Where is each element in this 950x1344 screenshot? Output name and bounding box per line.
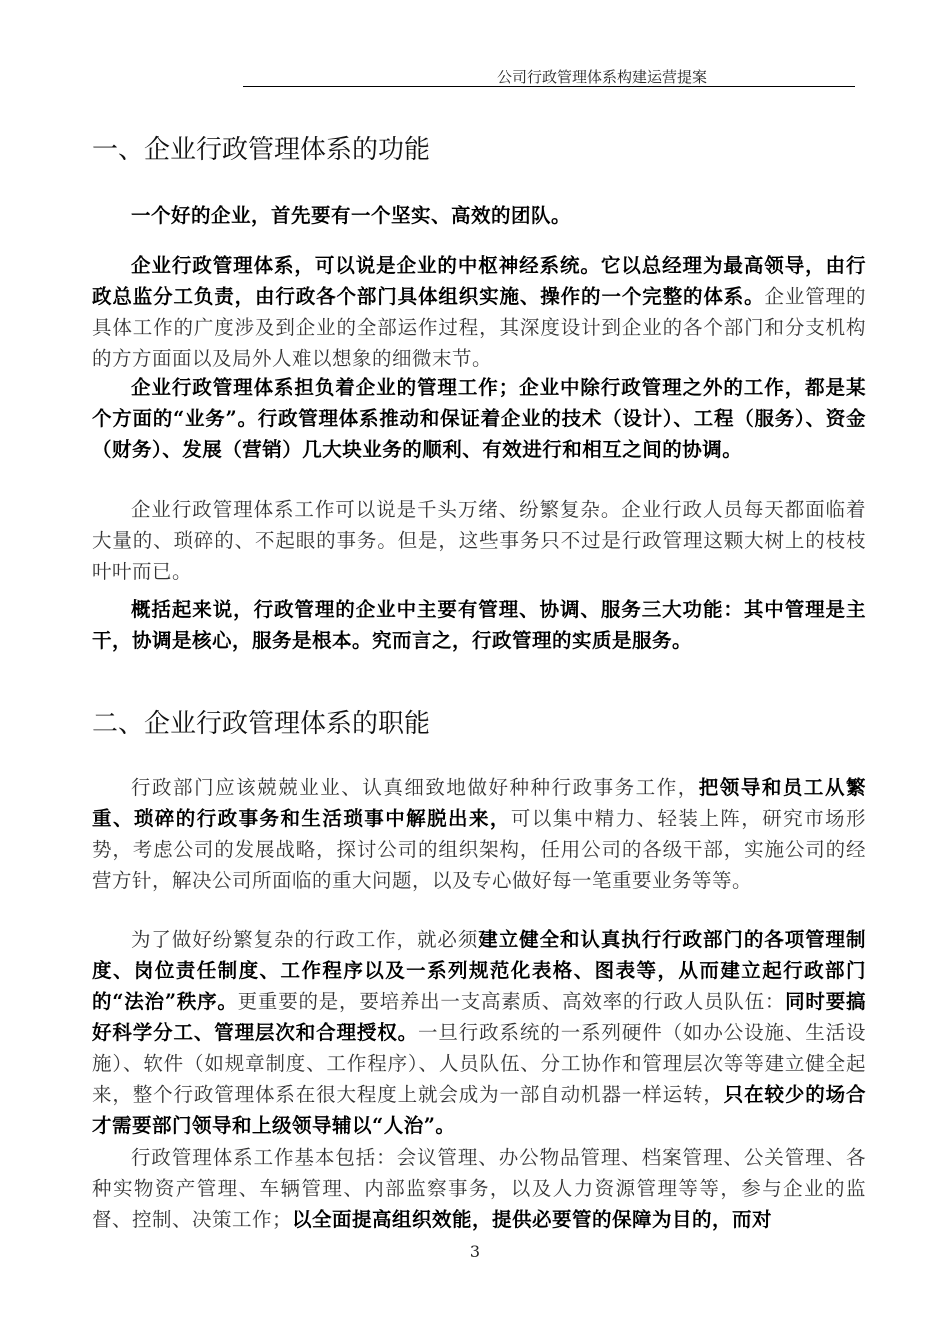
section-heading: 二、企业行政管理体系的职能 [92, 709, 431, 739]
body-text: 更重要的是，要培养出一支高素质、高效率的行政人员队伍： [237, 990, 786, 1013]
bold-text: 企业行政管理体系担负着企业的管理工作；企业中除行政管理之外的工作，都是某个方面的“业务”。行政管理体系推动和保证着企业的技术（设计）、工程（服务）、资金（财务）、发展（营销）几大块业务的顺利、有效进行和相互之间的协调。 [92, 376, 866, 461]
section-heading: 一、企业行政管理体系的功能 [92, 135, 431, 165]
header-title: 公司行政管理体系构建运营提案 [496, 68, 707, 86]
body-text: 行政管理体系工作基本包括：会议管理、办公物品管理、档案管理、公关管理、各种实物资产管理、车辆管理、内部监察事务，以及人力资源管理等等，参与企业的监督、控制、决策工作； [92, 1146, 866, 1231]
paragraph [92, 1142, 866, 1235]
paragraph [92, 924, 866, 1141]
paragraph [92, 200, 866, 231]
bold-text: 概括起来说，行政管理的企业中主要有管理、协调、服务三大功能：其中管理是主干，协调是核心，服务是根本。究而言之，行政管理的实质是服务。 [92, 598, 866, 652]
body-text: 一旦行政系统的一系列硬件（如办公设施、生活设施）、软件（如规章制度、工作程序）、人员队伍、分工协作和管理层次等等建立健全起来，整个行政管理体系在很大程度上就会成为一部自动机器一样运转， [92, 1021, 866, 1106]
page-header [243, 66, 855, 87]
bold-text: 把领导和员工从繁重、琐碎的行政事务和生活琐事中解脱出来， [92, 776, 866, 830]
bold-text: 同时要搞好科学分工、管理层次和合理授权。 [92, 990, 866, 1044]
body-text: 企业行政管理体系工作可以说是千头万绪、纷繁复杂。企业行政人员每天都面临着大量的、琐碎的、不起眼的事务。但是，这些事务只不过是行政管理这颗大树上的枝枝叶叶而已。 [92, 498, 866, 583]
page-number: 3 [469, 1242, 481, 1261]
body-text: 可以集中精力、轻装上阵，研究市场形势，考虑公司的发展战略，探讨公司的组织架构，任用公司的各级干部，实施公司的经营方针，解决公司所面临的重大问题，以及专心做好每一笔重要业务等等。 [92, 807, 866, 892]
bold-text: 企业行政管理体系，可以说是企业的中枢神经系统。它以总经理为最高领导，由行政总监分工负责，由行政各个部门具体组织实施、操作的一个完整的体系。 [92, 254, 866, 308]
paragraph [92, 494, 866, 587]
bold-text: 一个好的企业，首先要有一个坚实、高效的团队。 [131, 204, 572, 227]
paragraph [92, 772, 866, 896]
body-text: 行政部门应该兢兢业业、认真细致地做好种种行政事务工作， [131, 776, 699, 799]
body-text: 企业管理的具体工作的广度涉及到企业的全部运作过程，其深度设计到企业的各个部门和分支机构的方方面面以及局外人难以想象的细微末节。 [92, 285, 866, 370]
paragraph [92, 250, 866, 374]
paragraph [92, 594, 866, 656]
bold-text: 以全面提高组织效能，提供必要管的保障为目的，而对 [292, 1208, 773, 1231]
bold-text: 只在较少的场合才需要部门领导和上级领导辅以“人治”。 [92, 1083, 866, 1137]
paragraph [92, 372, 866, 465]
bold-text: 建立健全和认真执行行政部门的各项管理制度、岗位责任制度、工作程序以及一系列规范化表格、图表等，从而建立起行政部门的“法治”秩序。 [92, 928, 866, 1013]
body-text: 为了做好纷繁复杂的行政工作，就必须 [131, 928, 479, 951]
